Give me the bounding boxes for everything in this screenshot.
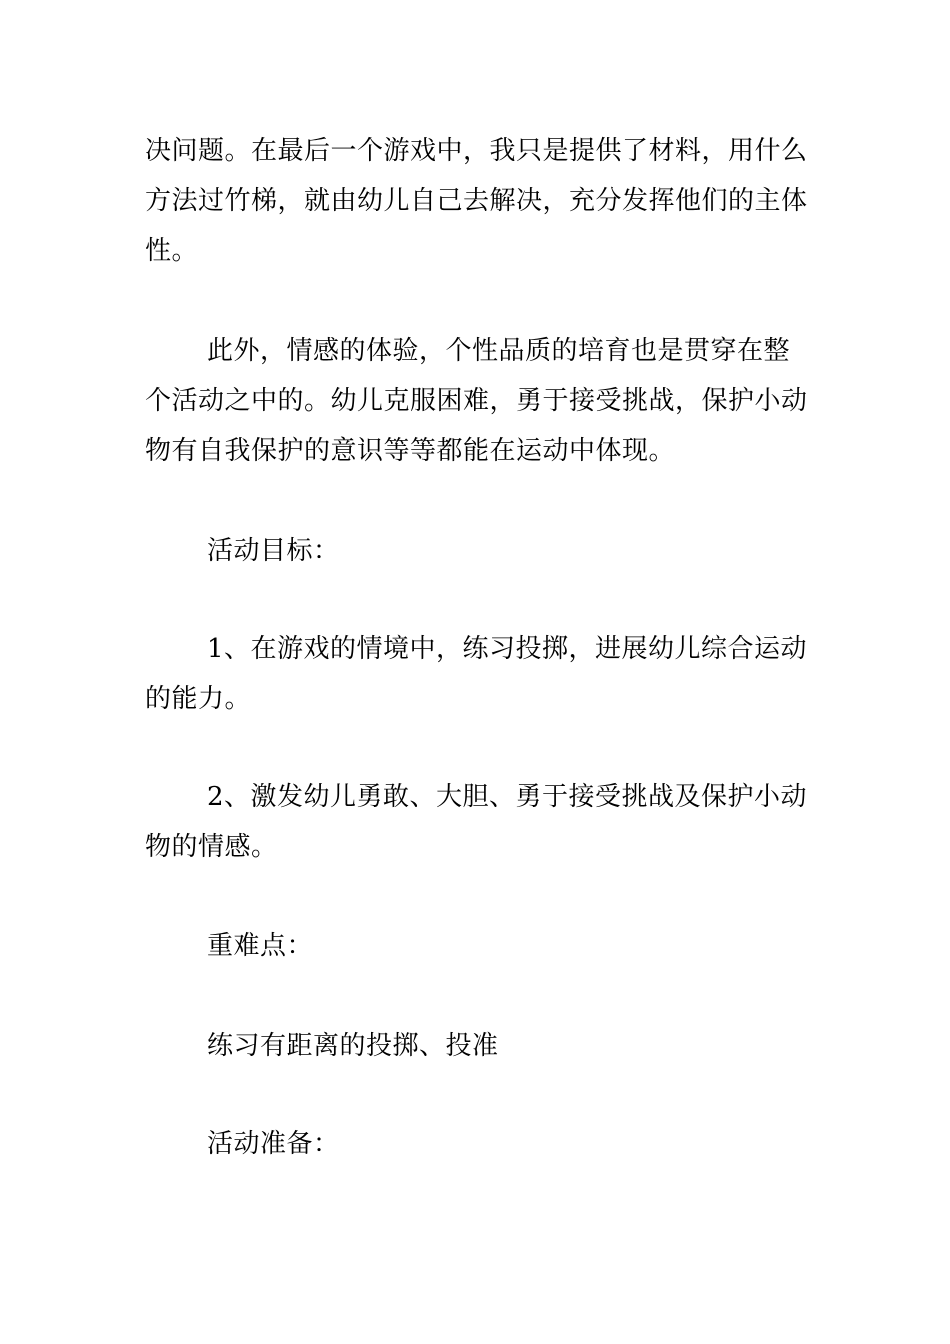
paragraph-continuation: 决问题。在最后一个游戏中，我只是提供了材料，用什么方法过竹梯，就由幼儿自己去解决，充分发挥他们的主体性。 — [145, 136, 808, 266]
heading-activity-goals: 活动目标： — [207, 536, 340, 566]
goal-item-2: 2、激发幼儿勇敢、大胆、勇于接受挑战及保护小动物的情感。 — [145, 782, 808, 862]
heading-key-points: 重难点： — [207, 931, 314, 961]
heading-activity-preparation: 活动准备： — [207, 1129, 340, 1159]
goal-item-1: 1、在游戏的情境中，练习投掷，进展幼儿综合运动的能力。 — [145, 634, 808, 714]
paragraph-emotional-experience: 此外，情感的体验，个性品质的培育也是贯穿在整个活动之中的。幼儿克服困难，勇于接受挑战，保护小动物有自我保护的意识等等都能在运动中体现。 — [145, 336, 808, 466]
key-points-text: 练习有距离的投掷、投准 — [207, 1031, 499, 1061]
